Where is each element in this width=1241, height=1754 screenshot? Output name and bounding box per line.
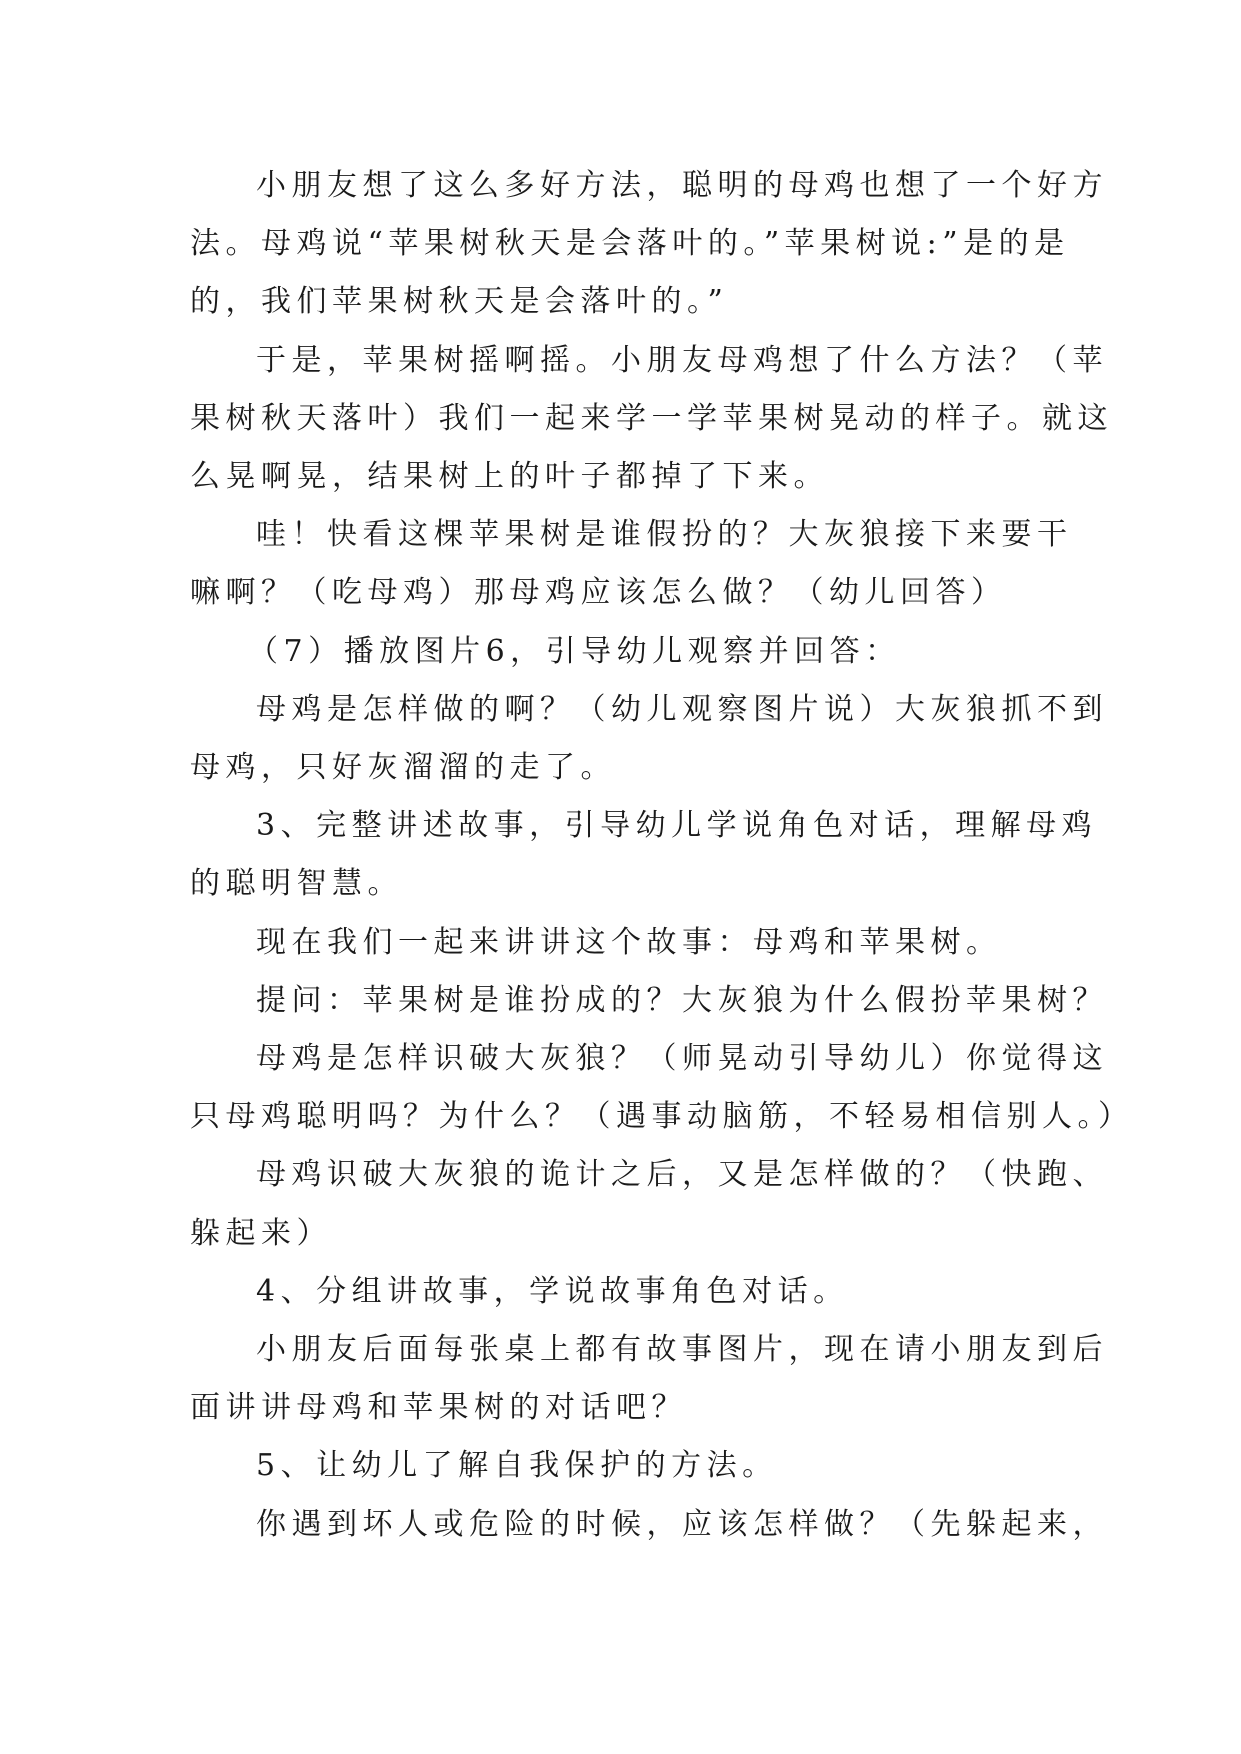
text-line: 嘛啊？（吃母鸡）那母鸡应该怎么做？（幼儿回答）	[190, 575, 1007, 610]
text-line: 小朋友想了这么多好方法，聪明的母鸡也想了一个好方	[256, 168, 1108, 203]
text-line: 母鸡是怎样做的啊？（幼儿观察图片说）大灰狼抓不到	[256, 692, 1108, 727]
text-line: 法。母鸡说“苹果树秋天是会落叶的。”苹果树说:”是的是	[190, 226, 1070, 261]
text-line: 小朋友后面每张桌上都有故事图片，现在请小朋友到后	[256, 1332, 1108, 1367]
text-line: 3、完整讲述故事，引导幼儿学说角色对话，理解母鸡	[256, 808, 1098, 843]
text-line: 躲起来）	[190, 1216, 332, 1251]
text-line: 只母鸡聪明吗？为什么？（遇事动脑筋，不轻易相信别人。）	[190, 1099, 1134, 1134]
text-line: 于是，苹果树摇啊摇。小朋友母鸡想了什么方法？（苹	[256, 343, 1108, 378]
text-line: 的，我们苹果树秋天是会落叶的。”	[190, 284, 729, 319]
text-line: 现在我们一起来讲讲这个故事：母鸡和苹果树。	[256, 925, 1002, 960]
text-line: 母鸡是怎样识破大灰狼？（师晃动引导幼儿）你觉得这	[256, 1041, 1108, 1076]
text-line: 母鸡，只好灰溜溜的走了。	[190, 750, 616, 785]
text-line: 哇！快看这棵苹果树是谁假扮的？大灰狼接下来要干	[256, 517, 1073, 552]
text-line: 么晃啊晃，结果树上的叶子都掉了下来。	[190, 459, 829, 494]
text-line: 面讲讲母鸡和苹果树的对话吧？	[190, 1390, 687, 1425]
text-line: 提问：苹果树是谁扮成的？大灰狼为什么假扮苹果树？	[256, 983, 1108, 1018]
text-line: 你遇到坏人或危险的时候，应该怎样做？（先躲起来，	[256, 1507, 1108, 1542]
text-line: 母鸡识破大灰狼的诡计之后，又是怎样做的？（快跑、	[256, 1157, 1108, 1192]
text-line: 果树秋天落叶）我们一起来学一学苹果树晃动的样子。就这	[190, 401, 1113, 436]
text-line: 4、分组讲故事，学说故事角色对话。	[256, 1274, 849, 1309]
text-line: 的聪明智慧。	[190, 866, 403, 901]
text-line: （7）播放图片6，引导幼儿观察并回答：	[248, 634, 901, 669]
text-line: 5、让幼儿了解自我保护的方法。	[256, 1448, 778, 1483]
